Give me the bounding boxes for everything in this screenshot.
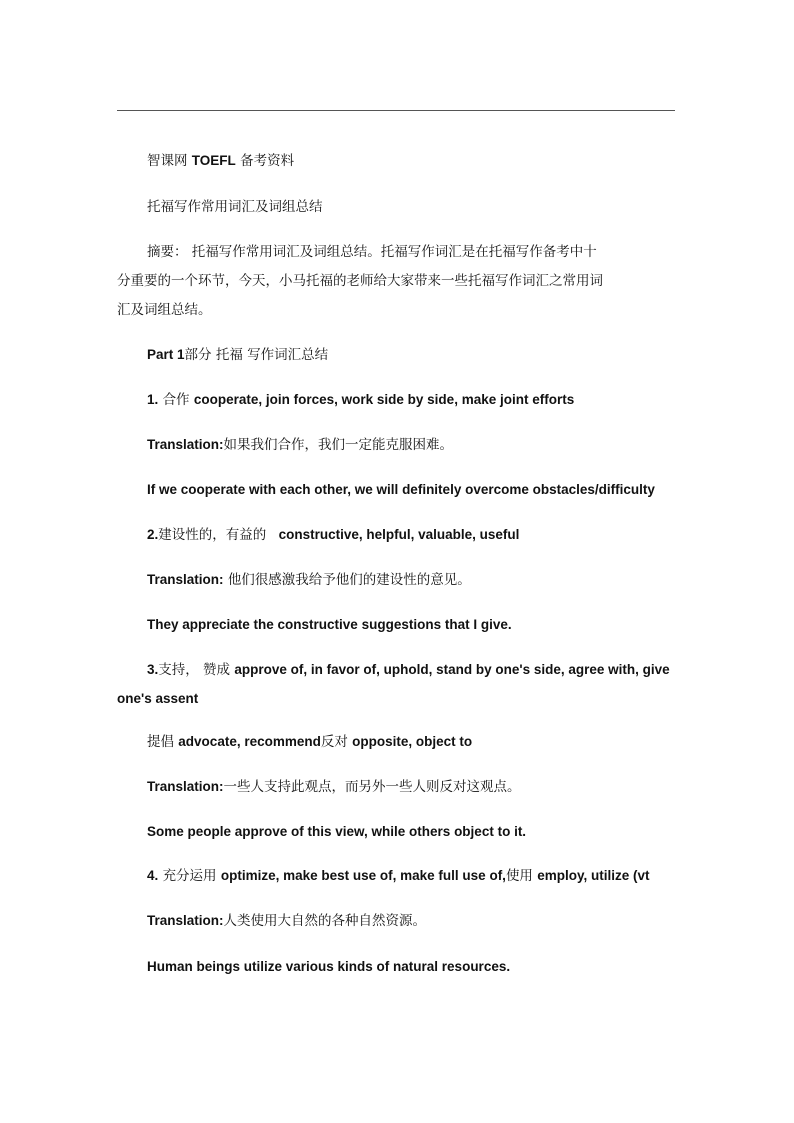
header-rule xyxy=(117,110,675,111)
translation-text: 一些人支持此观点，而另外一些人则反对这观点。 xyxy=(223,779,521,795)
entry-term-en: approve of, in favor of, uphold, stand by one's side, agree with, give xyxy=(234,662,670,677)
entry-term-en: cooperate, join forces, work side by side, make joint efforts xyxy=(193,392,575,407)
entry-4-term xyxy=(147,867,650,885)
translation-text: 如果我们合作，我们一定能克服困难。 xyxy=(223,437,454,453)
translation-label: Translation: xyxy=(147,437,224,452)
translation-text: 人类使用大自然的各种自然资源。 xyxy=(223,913,427,929)
extra-term-zh: 提倡 xyxy=(147,734,174,750)
part-label-zh: 部分 托福 写作词汇总结 xyxy=(184,347,329,363)
entry-3-extra xyxy=(147,733,472,751)
entry-4-example: Human beings utilize various kinds of natural resources. xyxy=(147,959,511,974)
part-heading xyxy=(147,346,328,364)
header-line xyxy=(147,152,294,170)
abstract-line-1 xyxy=(147,243,597,261)
abstract-text: 托福写作常用词汇及词组总结。托福写作词汇是在托福写作备考中十 xyxy=(191,244,597,260)
entry-term-zh: 支持， 赞成 xyxy=(158,662,231,678)
translation-text: 他们很感激我给予他们的建设性的意见。 xyxy=(227,572,471,588)
entry-number: 2. xyxy=(147,527,159,542)
entry-2-example: They appreciate the constructive suggestions that I give. xyxy=(147,617,512,632)
extra-term-en: advocate, recommend xyxy=(178,734,321,749)
entry-1-translation xyxy=(147,436,453,454)
entry-3-term-cont: one's assent xyxy=(117,691,199,706)
abstract-line-3: 汇及词组总结。 xyxy=(117,302,212,318)
part-label-en: Part 1 xyxy=(147,347,185,362)
entry-number: 1. xyxy=(147,392,159,407)
entry-number: 3. xyxy=(147,662,159,677)
entry-term-zh: 充分运用 xyxy=(162,868,217,884)
material-label: 备考资料 xyxy=(240,153,295,169)
entry-3-translation xyxy=(147,778,521,796)
entry-1-term xyxy=(147,391,574,409)
entry-term-zh: 建设性的，有益的 xyxy=(158,527,267,543)
entry-3-term xyxy=(147,661,670,679)
abstract-line-2: 分重要的一个环节，今天，小马托福的老师给大家带来一些托福写作词汇之常用词 xyxy=(117,273,603,289)
entry-2-term xyxy=(147,526,519,544)
entry-term-zh: 合作 xyxy=(162,392,190,408)
site-name: 智课网 xyxy=(147,153,188,169)
entry-term-en: constructive, helpful, valuable, useful xyxy=(278,527,520,542)
entry-term-en: optimize, make best use of, make full use of, xyxy=(220,868,506,883)
entry-2-translation xyxy=(147,571,471,589)
entry-number: 4. xyxy=(147,868,159,883)
translation-label: Translation: xyxy=(147,913,224,928)
exam-name: TOEFL xyxy=(191,153,236,168)
extra-term-zh: 使用 xyxy=(505,868,533,884)
extra-term-zh-2: 反对 xyxy=(320,734,348,750)
entry-3-example: Some people approve of this view, while others object to it. xyxy=(147,824,527,839)
abstract-label: 摘要： xyxy=(147,244,188,260)
translation-label: Translation: xyxy=(147,572,224,587)
translation-label: Translation: xyxy=(147,779,224,794)
extra-term-en-2: opposite, object to xyxy=(352,734,473,749)
entry-4-translation xyxy=(147,912,426,930)
entry-1-example: If we cooperate with each other, we will definitely overcome obstacles/difficulty xyxy=(147,482,655,497)
document-title: 托福写作常用词汇及词组总结 xyxy=(147,199,323,215)
extra-term-en: employ, utilize (vt xyxy=(537,868,650,883)
